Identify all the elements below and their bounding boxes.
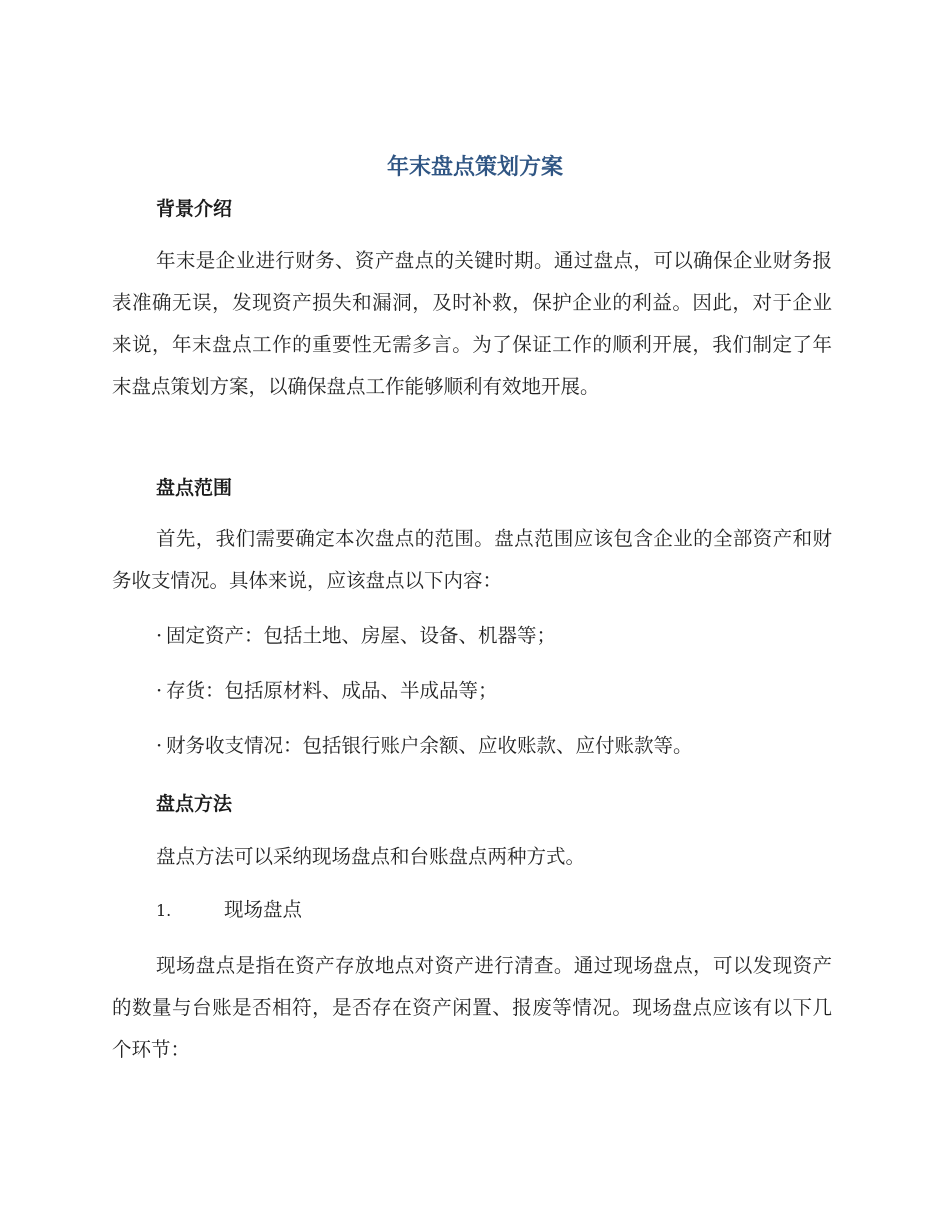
list-item-text: 财务收支情况：包括银行账户余额、应收账款、应付账款等。 [166, 734, 693, 757]
bullet-icon: · [156, 624, 163, 647]
list-item-text: 固定资产：包括土地、房屋、设备、机器等； [166, 624, 557, 647]
list-item [156, 622, 876, 650]
numbered-item [156, 896, 302, 925]
section-heading-scope: 盘点范围 [156, 477, 233, 499]
list-item-text: 存货：包括原材料、成品、半成品等； [166, 679, 498, 702]
document-title: 年末盘点策划方案 [386, 155, 563, 180]
section-heading-method: 盘点方法 [156, 793, 233, 815]
bullet-icon: · [156, 734, 163, 757]
item-number: 1. [156, 901, 172, 920]
section-heading-background: 背景介绍 [156, 198, 233, 220]
method-intro: 盘点方法可以采纳现场盘点和台账盘点两种方式。 [156, 845, 586, 868]
method-item1-paragraph: 现场盘点是指在资产存放地点对资产进行清查。通过现场盘点，可以发现资产的数量与台账是否相符，是否存在资产闲置、报废等情况。现场盘点应该有以下几个环节： [112, 954, 832, 1061]
bullet-icon: · [156, 679, 163, 702]
item-label: 现场盘点 [224, 898, 303, 921]
background-paragraph: 年末是企业进行财务、资产盘点的关键时期。通过盘点，可以确保企业财务报表准确无误，发现资产损失和漏洞，及时补救，保护企业的利益。因此，对于企业来说，年末盘点工作的重要性无需多言。为了保证工作的顺利开展，我们制定了年末盘点策划方案，以确保盘点工作能够顺利有效地开展。 [112, 249, 832, 398]
scope-paragraph: 首先，我们需要确定本次盘点的范围。盘点范围应该包含企业的全部资产和财务收支情况。具体来说，应该盘点以下内容： [112, 527, 832, 592]
list-item [156, 677, 876, 705]
list-item [156, 732, 876, 760]
